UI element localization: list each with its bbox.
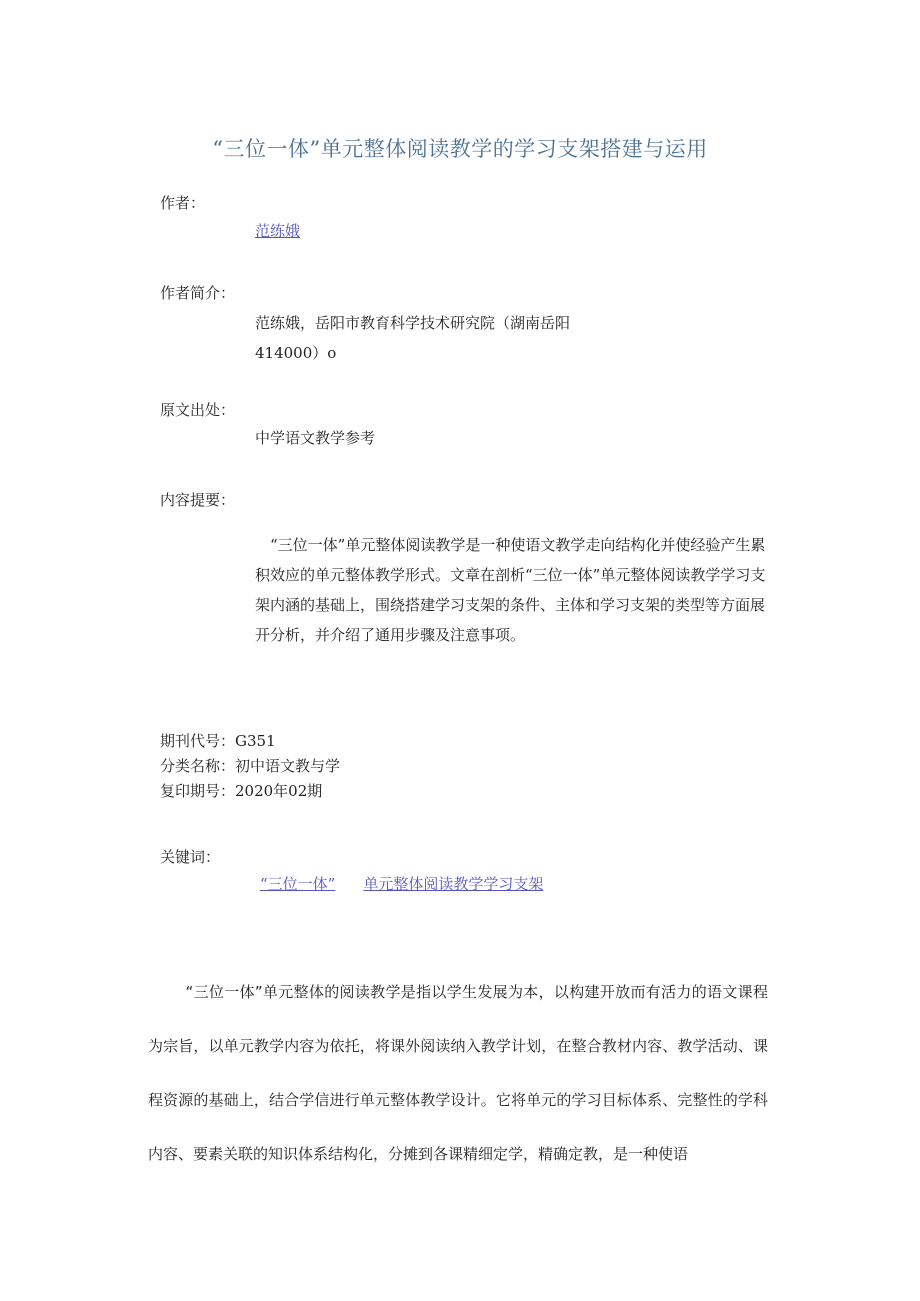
keywords-list [260, 873, 543, 894]
source-value: 中学语文教学参考 [255, 429, 376, 447]
author-name[interactable]: 范练娥 [255, 222, 301, 240]
author-label: 作者： [160, 194, 206, 212]
document-title: “三位一体”单元整体阅读教学的学习支架搭建与运用 [212, 137, 708, 161]
author-bio-text: 范练娥，岳阳市教育科学技术研究院（湖南岳阳414000）o [255, 314, 571, 362]
source-label: 原文出处： [160, 401, 236, 419]
journal-code: 期刊代号：G351 [160, 732, 276, 750]
author-name-link[interactable] [255, 220, 300, 241]
keyword-link[interactable]: 单元整体阅读教学学习支架 [363, 875, 544, 893]
keyword-link[interactable]: “三位一体” [260, 875, 336, 893]
abstract-text: “三位一体”单元整体阅读教学是一种使语文教学走向结构化并使经验产生累积效应的单元整体教学形式。文章在剖析“三位一体”单元整体阅读教学学习支架内涵的基础上，围绕搭建学习支架的条件、主体和学习支架的类型等方面展开分析，并介绍了通用步骤及注意事项。 [255, 536, 766, 644]
keywords-label: 关键词： [160, 848, 221, 866]
author-bio-label: 作者简介： [160, 284, 236, 302]
reprint-issue: 复印期号：2020年02期 [160, 782, 323, 800]
body-paragraph: “三位一体”单元整体的阅读教学是指以学生发展为本，以构建开放而有活力的语文课程为宗旨，以单元教学内容为依托，将课外阅读纳入教学计划，在整合教材内容、教学活动、课程资源的基础上，结合学信进行单元整体教学设计。它将单元的学习目标体系、完整性的学科内容、要素关联的知识体系结构化，分摊到各课精细定学，精确定教，是一种使语 [148, 983, 768, 1163]
abstract-label: 内容提要： [160, 491, 236, 509]
category-name: 分类名称：初中语文教与学 [160, 757, 341, 775]
